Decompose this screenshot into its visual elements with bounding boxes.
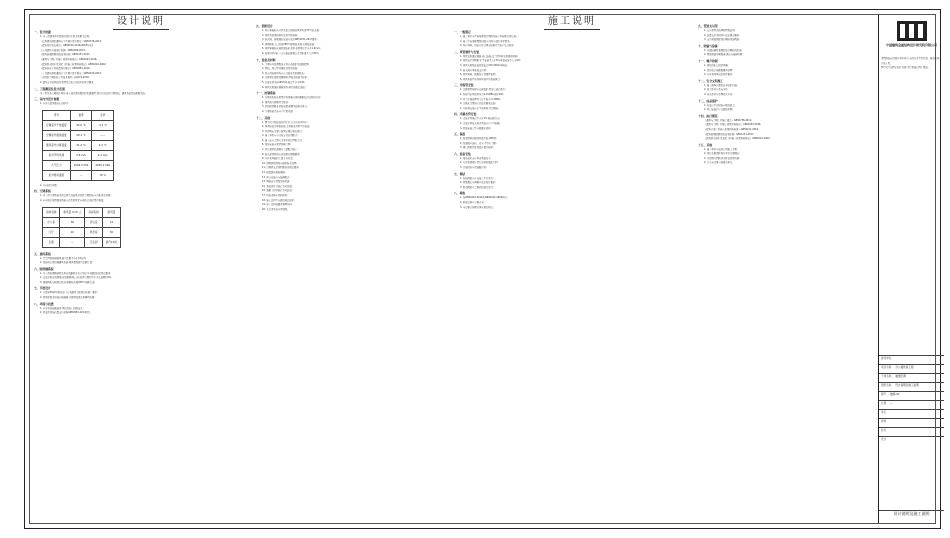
table-header-cell: 新风量 [102, 207, 120, 217]
design-notes-column-2 [256, 15, 446, 523]
table-row [43, 160, 114, 170]
title-block-row [879, 391, 944, 400]
table-cell: 30 [60, 217, 85, 227]
table-cell: 室外相对湿度 [43, 170, 71, 180]
table-header-cell: 新风量 m³/h·人 [60, 207, 85, 217]
table-row [43, 140, 114, 150]
title-block-row [879, 400, 944, 409]
title-block-value: 暖施-01 [890, 393, 900, 396]
table-cell: — [70, 170, 92, 180]
note-line: 2. 明装管道外刷面漆,颜色与装修协调; [704, 53, 743, 57]
note-line: 2. 排风机与照明开关联动; [262, 100, 289, 104]
section-heading: 八、验收 [454, 191, 466, 196]
table-row [43, 120, 114, 130]
title-block-label: 建设单位 [881, 357, 892, 360]
note-line: 4. 排烟风机入口处设280℃排烟防火阀,与风机连锁; [262, 42, 315, 46]
table-header-cell: 夏季 [70, 110, 92, 120]
note-line: 《多联机空调系统工程技术规程》JGJ174-2010; [40, 76, 90, 80]
note-line: 17. 设备进场应开箱检验; [262, 194, 288, 197]
section-heading: 十五、其他 [698, 142, 712, 147]
title-block-row [879, 355, 944, 364]
table-cell: -4.1 ℃ [92, 120, 114, 130]
title-block-label: 比例 [881, 402, 887, 405]
note-line: 2. 管道及设备抗震支吊架按GB50981-2014设计。 [40, 311, 93, 315]
section-heading: 三、冷媒管安装 [454, 83, 474, 88]
section-heading: 八、环保与抗震 [34, 301, 54, 306]
note-line: 1. 多联机系统采用集中控制器与线控器相结合的控制方式; [262, 96, 321, 100]
note-line: 《建筑设计防火规范》GB50016-2014(2018年版); [40, 44, 94, 48]
note-line: 4. 冷媒充注量按产品技术要求追加; [460, 102, 496, 106]
note-line: 《建筑防烟排烟系统技术标准》GB51251-2017; [40, 53, 91, 57]
note-line: 《工业建筑供暖通风与空气调节设计规范》GB50019-2015; [40, 71, 102, 75]
note-line: 4. 冷媒管采用脱氧紫铜管,焊接采用氮气保护; [262, 76, 308, 80]
table-row [43, 227, 121, 237]
note-line: 3. 未尽事宜按现行国家规范执行。 [460, 205, 496, 209]
title-block-row [879, 409, 944, 418]
section-heading: 十、防腐与涂漆 [698, 43, 718, 48]
note-line: 1. 系统调试应在安装完毕后进行; [460, 176, 494, 180]
note-line: 6. 风管系统严密性检验按中压系统执行; [460, 77, 501, 81]
table-cell: 10 [60, 227, 85, 237]
note-line: 3. 消防时切断非消防电源,排烟系统联动开启; [262, 105, 308, 109]
note-line: 1. 空调室外机须配备专用启动保护及故障报警; [262, 62, 310, 66]
note-line: 2. 室内设计参数: [40, 183, 58, 187]
note-line: 10. 屋面管线敷设应做好防水处理; [262, 161, 298, 165]
note-line: 1. 安装完毕的设备应做好遮盖; [704, 103, 736, 107]
table-row [43, 217, 121, 227]
note-line: 6. 设备安装应预留检修空间; [262, 143, 291, 147]
note-line: 1. 风机进出口设消声器; [704, 63, 729, 67]
construction-notes-title: 施工说明 [454, 15, 690, 29]
fresh-air-table [42, 207, 121, 248]
note-line: 《建筑给水排水及采暖工程施工质量验收规范》GB50242-2002; [40, 62, 107, 66]
table-cell: —— [92, 130, 114, 140]
note-line: 9. 室外机基础由土建专业负责; [262, 157, 294, 161]
title-block-value: 暖通空调 [895, 375, 906, 378]
section-heading: 十四、执行规范 [698, 113, 718, 118]
section-heading: 十三、成品保护 [698, 98, 718, 103]
title-block-row [879, 436, 944, 445]
table-row [43, 130, 114, 140]
table-cell: 换气10次 [102, 237, 120, 247]
note-line: 5. 风管穿墙、楼板处应设预埋套管; [460, 73, 496, 77]
note-line: 3. 真空干燥处理真空度不低于-0.1MPa; [460, 97, 501, 101]
construction-notes-column-1 [454, 15, 690, 523]
note-line: 1. 风管采用镀锌钢板,咬口连接,法兰间垫料采用阻燃材料; [460, 54, 518, 58]
title-block-note: 图中尺寸以图示标注为准,不得直接在图上量取。 [881, 66, 930, 70]
table-cell: 空调室外干球温度 [43, 120, 71, 130]
design-notes-column-1 [34, 15, 248, 523]
title-block-label: 设计 [881, 438, 887, 441]
note-line: 2. 设计变更须经设计单位书面确认; [704, 152, 740, 156]
table-cell: 门厅 [43, 227, 60, 237]
note-line: 7. 所有预留孔洞须与土建配合施工; [262, 148, 298, 152]
note-line: 2. 风管及保温材料均采用不燃材料; [262, 33, 298, 37]
title-block-value: 办公楼改造工程 [895, 366, 914, 369]
table-row [43, 237, 121, 247]
section-heading: 七、调试 [454, 171, 466, 176]
title-block-row [879, 382, 944, 391]
construction-notes-column-2 [698, 15, 874, 523]
title-block-label: 校对 [881, 429, 887, 432]
note-line: 1. 支吊架型式按国标图集选用; [704, 29, 736, 32]
section-heading: 十、设备及材料 [256, 57, 276, 62]
note-line: 1. 图中尺寸除标高以m计外,其余均以mm计; [262, 120, 308, 124]
table-header-cell: 冬季 [92, 110, 114, 120]
note-line: 《建筑给水排水及采暖工程施工质量验收规范》GB50242-2002; [704, 137, 771, 141]
note-line: 1. 本工程防烟楼梯间采用自然通风方式,可开启外窗面积满足规范要求; [40, 271, 112, 275]
table-cell: 76 % [92, 170, 114, 180]
note-line: 3. 支吊架表面除锈后刷防锈漆两道; [704, 38, 740, 42]
note-line: 3. 动火作业应办理动火手续; [704, 92, 733, 96]
table-cell: 35.0 ℃ [70, 120, 92, 130]
section-heading: 九、管道支吊架 [698, 24, 718, 28]
note-line: 《通风与空调工程施工规范》GB50738-2011; [704, 118, 752, 122]
section-heading: 三、室内外设计参数 [34, 97, 60, 102]
note-line: 2. 风管支吊架间距:水平安装不大于3m,垂直安装不大于4m; [460, 59, 521, 63]
section-heading: 六、防排烟系统 [34, 266, 54, 271]
note-line: 6. 风管采用镀锌钢板制作,厚度按规范选取; [262, 85, 306, 89]
section-heading: 六、设备安装 [454, 151, 471, 156]
note-line: 2. 走道采用自然排烟,自然排烟窗(口)有效开启面积不小于走道面积2%; [40, 276, 112, 280]
table-header-cell: 房间名称 [43, 207, 60, 217]
drawing-sheet [24, 9, 941, 529]
table-cell: 大气压力 [43, 160, 71, 170]
note-line: 3. 联动调试应会同消防部门进行; [460, 185, 494, 189]
note-line: 3. 本说明未尽事宜按国家现行规范执行; [262, 129, 303, 133]
note-line: 3. 本说明与图纸冲突时以说明为准; [704, 156, 740, 160]
note-line: 20. 其余详见各分项说明。 [262, 207, 290, 211]
table-cell: 室外平均风速 [43, 150, 71, 160]
note-line: 2. 冷凝水管接入排水系统应有空气隔断; [460, 121, 501, 125]
section-heading: 五、保温 [454, 132, 466, 137]
design-notes-title: 设计说明 [34, 15, 248, 29]
title-block-label: 项目名称 [881, 366, 892, 369]
note-line: 2. 室外机四周应留有足够的散热空间; [460, 161, 499, 165]
title-block-row [879, 427, 944, 436]
section-heading: 十一、控制系统 [256, 91, 276, 96]
section-heading: 九、消防设计 [256, 24, 273, 28]
title-block-label: 图纸名称 [881, 384, 892, 387]
note-line: 16. 隐蔽工程验收后方可封闭; [262, 189, 293, 193]
table-cell: — [60, 237, 85, 247]
outdoor-parameters-table [42, 110, 114, 181]
section-heading: 十二、安全文明施工 [698, 78, 724, 83]
note-line: 1. 室外计算参数(南京地区): [40, 102, 69, 106]
title-block-label: 图号 [881, 393, 887, 396]
note-line: 13. 风口安装应与装修配合; [262, 175, 291, 179]
table-cell: 会议室 [85, 217, 102, 227]
table-cell: 28.1 ℃ [70, 130, 92, 140]
section-heading: 四、空调系统 [34, 189, 51, 194]
note-line: 2. 抗震支吊架设置应满足规范要求; [704, 33, 740, 37]
table-cell: 办公室 [43, 217, 60, 227]
note-line: 1. 卫生间设机械排风,换气次数不小于10次/h; [40, 256, 87, 260]
drawing-title: 设计说明及施工说明 [879, 510, 944, 519]
title-block-value: — [890, 402, 893, 405]
section-heading: 十一、噪声控制 [698, 58, 718, 63]
section-heading: 四、冷凝水管安装 [454, 112, 477, 117]
table-cell: 走廊 [43, 237, 60, 247]
note-line: 2. 验收资料应完整齐全; [460, 201, 485, 205]
note-line: 1. 设备就位前应检查基础尺寸; [460, 156, 492, 160]
table-header-cell: 季节 [43, 110, 71, 120]
note-line: 《公共建筑节能设计标准》GB50189-2015; [40, 48, 86, 52]
note-line: 1. 所有穿越防火分区及机房隔墙的风管均设70℃防火阀; [262, 29, 320, 32]
note-line: 3. 吊装设备应设减振吊架; [460, 166, 487, 170]
note-line: 3. 排烟风机与排烟口联动,排烟防火阀280℃熔断关闭; [40, 280, 96, 284]
note-line: 1. 按GB50243-2016及GB50242-2002执行; [460, 196, 508, 200]
note-line: 1. 本工程建设单位提供的设计任务书及相关资料; [40, 35, 90, 38]
note-line: 5. 风管穿越防火墙处设防护套管,套管厚度不小于1.6mm; [262, 47, 321, 51]
section-heading: 七、节能设计 [34, 286, 51, 291]
note-line: 《通风与空调工程施工质量验收规范》GB50243-2016; [704, 123, 762, 127]
note-line: 3. 所有设备材料均应有合格证及检测报告; [262, 71, 305, 75]
title-block [878, 15, 944, 523]
company-name: 中国建筑金属结构设计研究院有限公司 [885, 43, 937, 47]
section-heading: 十二、其他 [256, 115, 270, 120]
note-line: 18. 施工过程中应做好成品保护; [262, 198, 295, 202]
table-cell: 卫生间 [85, 237, 102, 247]
title-block-value: 设计说明及施工说明 [895, 384, 919, 387]
note-line: 1. 保温材料的燃烧性能不低于B1级; [460, 137, 497, 141]
table-cell: 休息室 [85, 227, 102, 237]
note-line: 14. 调试前应清洗系统管道; [262, 180, 291, 184]
note-line: 3. 所有材料、设备应符合国家标准并具备产品合格证; [460, 44, 515, 48]
note-line: 5. 施工前应会同有关单位进行图纸会审; [262, 138, 303, 142]
note-line: 2. 风量测定与调整应满足设计要求; [460, 181, 496, 185]
note-line: 4. 空调系统具备分户计量功能; [262, 109, 294, 113]
table-cell: 1025.2 hPa [92, 160, 114, 170]
note-line: 5. 冷凝水管采用UPVC管,坡度不小于0.01; [262, 80, 306, 84]
note-line: 1. 冷媒管焊接时应充氮保护,焊接完成后吹扫; [460, 88, 506, 92]
title-block-label: 审定 [881, 411, 887, 414]
section-heading: 一、一般规定 [454, 30, 471, 34]
note-line: 1. 多联机IPLV(C)值满足《公共建筑节能设计标准》要求; [40, 291, 98, 295]
title-block-row [879, 364, 944, 373]
section-heading: 一、设计依据 [34, 30, 51, 34]
note-line: 19. 竣工资料按要求整理归档; [262, 203, 293, 207]
note-line: 1. 施工单位应严格按照设计图纸及施工验收规范进行施工; [460, 35, 519, 38]
note-line: 《建筑防烟排烟系统技术标准》GB51251-2017; [704, 132, 755, 136]
table-cell: 2.4 ℃ [92, 140, 114, 150]
company-logo-icon [897, 21, 927, 41]
table-cell: 1004.3 hPa [70, 160, 92, 170]
title-block-row [879, 418, 944, 427]
note-line: 1. 施工现场应做好安全防护措施; [704, 83, 738, 87]
note-line: 2. 保温层应连续、密实,不得有空隙; [460, 141, 497, 145]
note-line: 2. 设备用房设机械通风系统,排风量按换气次数计算; [40, 261, 93, 265]
note-line: 2. 风管标高为管底标高,水管标高为管中心标高; [262, 125, 311, 129]
note-line: 4. 施工单位应与其他专业密切配合; [262, 134, 298, 138]
note-line: 《建筑机电工程抗震设计规范》GB50981-2014; [40, 67, 91, 71]
note-line: 5. 分歧管安装应水平或垂直,不得倾斜; [460, 106, 499, 110]
note-line: 6. 防烟分区内任一点与最近排烟口水平距离不大于30m; [262, 51, 320, 55]
note-line: 3. 防火阀、排烟阀的安装应满足GB51251-2017要求; [262, 38, 318, 42]
note-line: 11. 冷媒管支吊架间距满足规范要求; [262, 166, 300, 170]
title-block-label: 子项名称 [881, 375, 892, 378]
table-cell: 空调室外湿球温度 [43, 130, 71, 140]
note-line: 8. 防火封堵材料应满足耐火极限要求; [262, 152, 301, 156]
section-heading: 二、风管制作与安装 [454, 49, 480, 54]
note-line: 2. 风管保温采用离心玻璃棉,冷媒管保温采用橡塑海绵; [40, 296, 95, 300]
note-line: 本工程为办公楼改造项目,地上部分建筑面积详见建施图,设计内容包括空调系统、通风系统及防排烟系统。 [40, 91, 148, 95]
title-block-note: 本图纸版权归设计单位所有,未经许可不得复制、修改或用于其他工程。 [881, 57, 942, 65]
note-line: 2. 系统气密性试验压力4.15MPa,保压24h; [460, 92, 504, 96]
note-line: 2. 风机、风口型号规格详见设备表; [262, 67, 298, 71]
note-line: 3. 室外机噪声满足环评要求; [704, 73, 733, 77]
note-line: 1. 施工单位应编制专项施工方案; [704, 147, 738, 151]
table-cell: 31.2 ℃ [70, 140, 92, 150]
note-line: 2. 施工中如发现图纸问题,应及时与设计单位联系; [460, 39, 511, 43]
note-line: 1. 室外机设减振装置,风机进出口设软接头; [40, 306, 84, 310]
note-line: 1. 非镀锌钢材表面除锈后刷防锈底漆; [704, 48, 743, 52]
section-heading: 二、工程概况及设计范围 [34, 86, 65, 91]
note-line: 15. 系统试压合格后方可保温; [262, 184, 293, 188]
note-line: 3. 管道安装完毕应做通水试验; [460, 126, 492, 130]
table-cell: 2.6 m/s [70, 150, 92, 160]
note-line: 4. 防火阀应单独设支吊架; [460, 68, 487, 72]
note-line: 1. 冷凝水管坡度不小于1%,坡向排水点; [460, 117, 501, 121]
section-heading: 五、通风系统 [34, 251, 51, 256]
note-line: 2. 风口安装后应包裹保护膜; [704, 108, 733, 112]
note-line: 4. 其余未尽事宜按规范执行。 [704, 161, 735, 165]
title-block-row [879, 373, 944, 382]
note-line: 12. 保温层外做防潮层; [262, 171, 286, 175]
note-line: 2. 高空作业应系安全带; [704, 88, 729, 92]
table-cell: 30 [102, 227, 120, 237]
table-row [43, 150, 114, 160]
note-line: 《建筑节能工程施工质量验收标准》GB50411-2019; [704, 127, 759, 131]
drawing-frame [29, 14, 942, 524]
table-cell: 14 [102, 217, 120, 227]
table-header-cell: 房间名称 [85, 207, 102, 217]
note-line: 2. 建筑专业提供的作业图及其他专业提出的设计要求。 [40, 80, 96, 84]
note-line: 《通风与空调工程施工质量验收规范》GB50243-2016; [40, 57, 98, 61]
note-line: 2. 设备机房墙面做吸声处理; [704, 68, 733, 72]
note-line: 3. 风管与风机连接处设长度150-300mm软接; [460, 63, 508, 67]
table-cell: 2.4 m/s [92, 150, 114, 160]
note-line: 《民用建筑供暖通风与空气调节设计规范》GB50736-2012; [40, 39, 102, 43]
table-row [43, 170, 114, 180]
table-cell: 通风室外计算温度 [43, 140, 71, 150]
note-line: 3. 阀门及附件处保温应便于拆卸; [460, 146, 494, 150]
title-block-label: 审核 [881, 420, 887, 423]
note-line: 1. 本工程空调系统采用变制冷剂流量多联机空调系统,室外机设于屋面; [40, 194, 112, 198]
note-line: 2. 室内机采用四面出风嵌入式及风管式室内机,冷凝水集中排放。 [40, 198, 106, 202]
